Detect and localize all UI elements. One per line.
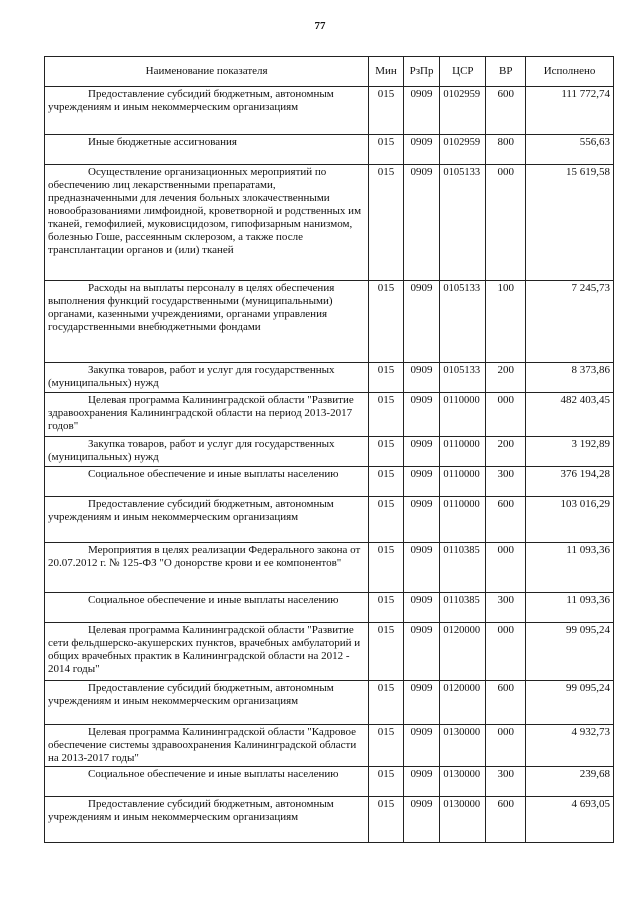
table-row [45,363,614,393]
row-csr: 0110000 [440,437,486,467]
row-vr: 300 [486,767,526,797]
row-name: Расходы на выплаты персоналу в целях обеспечения выполнения функций государственными (муниципальными) органами, казенными учреждениями, органами управления государственными внебюджетными фондами [48,282,335,333]
header-csr: ЦСР [440,57,486,87]
row-csr: 0102959 [440,87,486,135]
row-vr: 000 [486,393,526,437]
row-vr: 200 [486,363,526,393]
row-name-cell [45,543,369,593]
table-row [45,437,614,467]
row-name: Предоставление субсидий бюджетным, автономным учреждениям и иным некоммерческим организациям [48,498,334,523]
header-name: Наименование показателя [45,57,369,87]
row-min: 015 [369,593,404,623]
row-done: 482 403,45 [526,393,614,437]
row-done: 376 194,28 [526,467,614,497]
row-rzpr: 0909 [403,623,440,681]
row-csr: 0110000 [440,497,486,543]
row-done: 99 095,24 [526,623,614,681]
row-name: Закупка товаров, работ и услуг для государственных (муниципальных) нужд [48,364,335,389]
row-csr: 0130000 [440,725,486,767]
row-rzpr: 0909 [403,725,440,767]
row-name-cell [45,165,369,281]
row-min: 015 [369,135,404,165]
row-name-cell [45,393,369,437]
row-done: 4 693,05 [526,797,614,843]
table-row [45,281,614,363]
row-name-cell [45,363,369,393]
table-row [45,623,614,681]
row-name: Предоставление субсидий бюджетным, автономным учреждениям и иным некоммерческим организациям [48,682,334,707]
row-done: 103 016,29 [526,497,614,543]
row-done: 111 772,74 [526,87,614,135]
row-name: Целевая программа Калининградской области "Развитие здравоохранения Калининградской области на период 2013-2017 годов" [48,394,354,432]
row-rzpr: 0909 [403,437,440,467]
row-vr: 600 [486,681,526,725]
row-min: 015 [369,87,404,135]
row-csr: 0102959 [440,135,486,165]
row-name: Целевая программа Калининградской области "Кадровое обеспечение системы здравоохранения Калининградской области на 2013-2017 годы" [48,726,357,764]
table-row [45,593,614,623]
row-csr: 0110000 [440,393,486,437]
row-name-cell [45,681,369,725]
row-min: 015 [369,725,404,767]
table-row [45,797,614,843]
row-min: 015 [369,281,404,363]
table-row [45,87,614,135]
row-rzpr: 0909 [403,543,440,593]
row-vr: 000 [486,725,526,767]
row-name: Иные бюджетные ассигнования [88,136,237,148]
row-rzpr: 0909 [403,165,440,281]
row-min: 015 [369,497,404,543]
row-rzpr: 0909 [403,593,440,623]
table-row [45,165,614,281]
row-vr: 100 [486,281,526,363]
header-done: Исполнено [526,57,614,87]
row-rzpr: 0909 [403,135,440,165]
row-csr: 0105133 [440,281,486,363]
row-min: 015 [369,543,404,593]
row-name-cell [45,593,369,623]
table-row [45,497,614,543]
page-number: 77 [314,20,326,32]
row-min: 015 [369,623,404,681]
row-done: 7 245,73 [526,281,614,363]
row-csr: 0130000 [440,767,486,797]
row-min: 015 [369,165,404,281]
row-done: 99 095,24 [526,681,614,725]
row-rzpr: 0909 [403,281,440,363]
row-rzpr: 0909 [403,767,440,797]
table-row [45,543,614,593]
row-vr: 000 [486,623,526,681]
row-vr: 600 [486,87,526,135]
table-row [45,135,614,165]
row-name: Социальное обеспечение и иные выплаты населению [88,594,339,606]
row-vr: 600 [486,797,526,843]
row-name: Осуществление организационных мероприятий по обеспечению лиц лекарственными препаратами, предназначенными для лечения больных злокачественными новообразованиями лимфоидной, кроветворной и родственных им тканей, гемофилией, муковисцидозом, гипофизарным нанизмом, болезнью Гоше, рассеянным склерозом, а также после трансплантации органов и (или) тканей [48,166,362,256]
table-body [45,87,614,843]
row-done: 3 192,89 [526,437,614,467]
header-min: Мин [369,57,404,87]
row-vr: 600 [486,497,526,543]
row-name-cell [45,623,369,681]
row-name: Социальное обеспечение и иные выплаты населению [88,768,339,780]
row-vr: 300 [486,467,526,497]
row-min: 015 [369,363,404,393]
row-min: 015 [369,467,404,497]
row-rzpr: 0909 [403,393,440,437]
row-csr: 0120000 [440,681,486,725]
row-csr: 0110385 [440,593,486,623]
row-vr: 300 [486,593,526,623]
row-rzpr: 0909 [403,467,440,497]
table-row [45,725,614,767]
table-row [45,681,614,725]
row-min: 015 [369,797,404,843]
row-done: 11 093,36 [526,593,614,623]
row-rzpr: 0909 [403,681,440,725]
row-vr: 200 [486,437,526,467]
row-rzpr: 0909 [403,797,440,843]
row-name-cell [45,797,369,843]
row-csr: 0110385 [440,543,486,593]
row-name: Закупка товаров, работ и услуг для государственных (муниципальных) нужд [48,438,335,463]
table-header-row [45,57,614,87]
row-name-cell [45,497,369,543]
row-csr: 0130000 [440,797,486,843]
row-name-cell [45,87,369,135]
row-done: 239,68 [526,767,614,797]
row-name: Целевая программа Калининградской области "Развитие сети фельдшерско-акушерских пунктов, врачебных амбулаторий и общих врачебных практик в Калининградской области на 2012 - 2014 годы" [48,624,361,675]
row-name-cell [45,437,369,467]
row-done: 11 093,36 [526,543,614,593]
row-vr: 800 [486,135,526,165]
header-vr: ВР [486,57,526,87]
row-min: 015 [369,767,404,797]
row-csr: 0105133 [440,363,486,393]
row-name-cell [45,467,369,497]
row-name-cell [45,281,369,363]
budget-table [44,56,614,843]
row-vr: 000 [486,543,526,593]
row-name-cell [45,725,369,767]
row-name: Предоставление субсидий бюджетным, автономным учреждениям и иным некоммерческим организациям [48,798,334,823]
header-rzpr: РзПр [403,57,440,87]
row-done: 8 373,86 [526,363,614,393]
row-name: Предоставление субсидий бюджетным, автономным учреждениям и иным некоммерческим организациям [48,88,334,113]
row-rzpr: 0909 [403,87,440,135]
row-min: 015 [369,393,404,437]
row-done: 4 932,73 [526,725,614,767]
row-name: Социальное обеспечение и иные выплаты населению [88,468,339,480]
row-name-cell [45,767,369,797]
row-name: Мероприятия в целях реализации Федерального закона от 20.07.2012 г. № 125-ФЗ "О донорстве крови и ее компонентов" [48,544,361,569]
row-min: 015 [369,437,404,467]
row-rzpr: 0909 [403,363,440,393]
row-rzpr: 0909 [403,497,440,543]
table-row [45,467,614,497]
row-vr: 000 [486,165,526,281]
table-row [45,393,614,437]
row-name-cell [45,135,369,165]
row-min: 015 [369,681,404,725]
row-csr: 0105133 [440,165,486,281]
table-row [45,767,614,797]
row-csr: 0110000 [440,467,486,497]
row-csr: 0120000 [440,623,486,681]
row-done: 15 619,58 [526,165,614,281]
row-done: 556,63 [526,135,614,165]
